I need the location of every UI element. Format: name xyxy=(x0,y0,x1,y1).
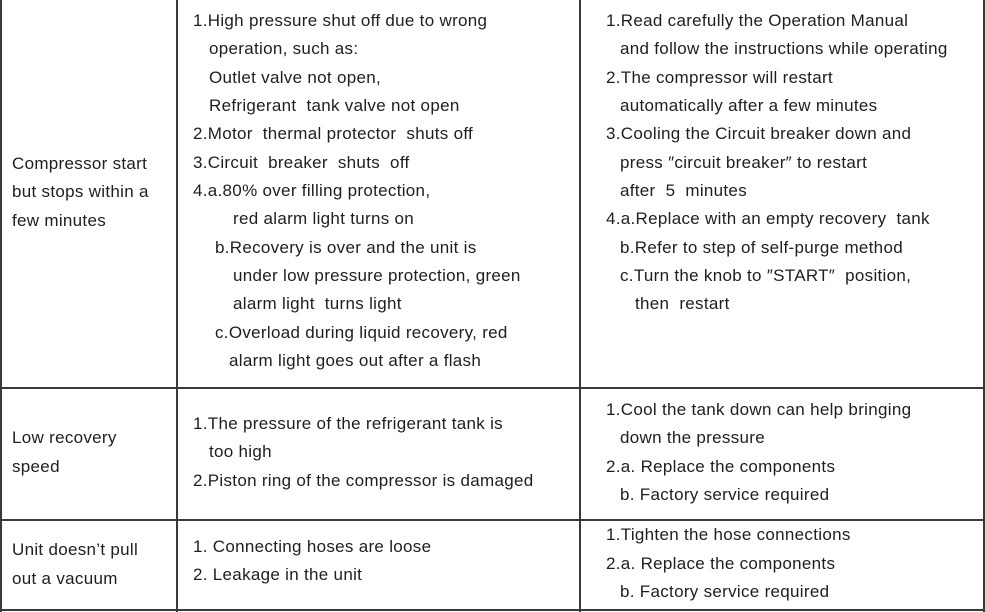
problem-text: Low recovery xyxy=(12,428,117,447)
solution-text: after 5 minutes xyxy=(620,181,747,200)
solution-text: b.Refer to step of self-purge method xyxy=(620,238,903,257)
solution-text: 2.a. Replace the components xyxy=(606,554,836,573)
solution-text: down the pressure xyxy=(620,428,765,447)
solution-text: 2.The compressor will restart xyxy=(606,68,833,87)
cause-text: under low pressure protection, green xyxy=(233,266,521,285)
cause-text: alarm light turns light xyxy=(233,294,402,313)
row-divider xyxy=(0,519,985,521)
solution-text: 1.Read carefully the Operation Manual xyxy=(606,11,909,30)
solution-text: b. Factory service required xyxy=(620,485,830,504)
problem-text: Unit doesn’t pull xyxy=(12,540,139,559)
cause-text: 4.a.80% over filling protection, xyxy=(193,181,431,200)
cause-text: b.Recovery is over and the unit is xyxy=(215,238,477,257)
cause-text: 2.Piston ring of the compressor is damaged xyxy=(193,471,534,490)
solution-text: 1.Tighten the hose connections xyxy=(606,525,851,544)
problem-text: out a vacuum xyxy=(12,569,118,588)
cause-text: 2.Motor thermal protector shuts off xyxy=(193,124,474,143)
row-divider xyxy=(0,387,985,389)
problem-text: speed xyxy=(12,457,60,476)
solution-text: b. Factory service required xyxy=(620,582,830,601)
cause-text: 3.Circuit breaker shuts off xyxy=(193,153,410,172)
cause-text: 1.The pressure of the refrigerant tank is xyxy=(193,414,503,433)
cause-text: red alarm light turns on xyxy=(233,209,415,228)
problem-text: Compressor start xyxy=(12,154,148,173)
table-border-bottom xyxy=(0,609,985,611)
solution-text: then restart xyxy=(635,294,730,313)
cause-text: too high xyxy=(209,442,272,461)
cause-text: Outlet valve not open, xyxy=(209,68,381,87)
cause-text: alarm light goes out after a flash xyxy=(229,351,482,370)
problem-text: few minutes xyxy=(12,211,107,230)
cause-text: operation, such as: xyxy=(209,39,359,58)
solution-text: 2.a. Replace the components xyxy=(606,457,836,476)
solution-text: c.Turn the knob to ″START″ position, xyxy=(620,266,912,285)
solution-text: press ″circuit breaker″ to restart xyxy=(620,153,868,172)
cause-text: c.Overload during liquid recovery, red xyxy=(215,323,508,342)
cause-text: 1. Connecting hoses are loose xyxy=(193,537,432,556)
solution-text: automatically after a few minutes xyxy=(620,96,878,115)
solution-text: 1.Cool the tank down can help bringing xyxy=(606,400,912,419)
problem-text: but stops within a xyxy=(12,182,149,201)
cause-text: Refrigerant tank valve not open xyxy=(209,96,460,115)
cause-text: 1.High pressure shut off due to wrong xyxy=(193,11,488,30)
solution-text: and follow the instructions while operating xyxy=(620,39,948,58)
solution-text: 4.a.Replace with an empty recovery tank xyxy=(606,209,930,228)
solution-text: 3.Cooling the Circuit breaker down and xyxy=(606,124,912,143)
cause-text: 2. Leakage in the unit xyxy=(193,565,363,584)
